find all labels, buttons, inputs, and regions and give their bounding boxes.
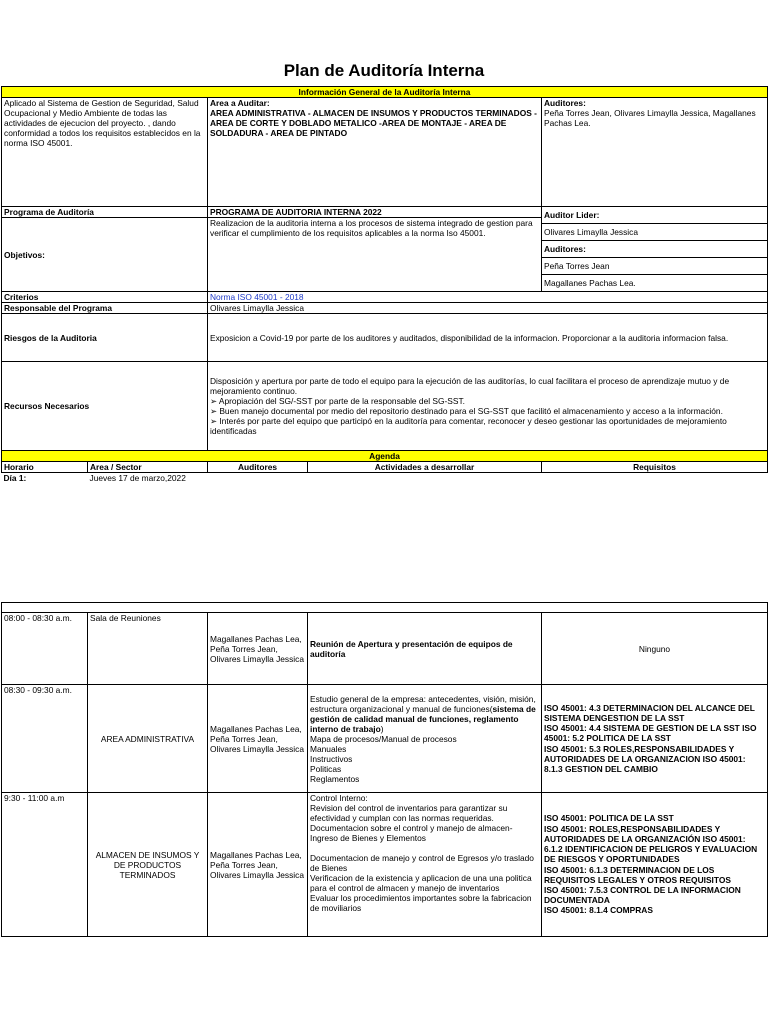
auditors2-label: Auditores: [542, 241, 767, 258]
row3-activities: Control Interno: Revision del control de inventarios para garantizar su efectividad y cumplan con las normas requeridas. Documentacion sobre el control y manejo de almacen-Ingreso de Bienes y Elementos Documentacion de manejo y control de Egresos y/o traslado de Bienes Verificacion de la existencia y aplicacion de una una politica para el control de almacen y manejo de inventarios Evaluar los procedimientos importantes sobre la fabricacion de moviliarios [308, 793, 542, 937]
objectives-value: Realizacion de la auditoria interna a los procesos de sistema integrado de gestion para verificar el cumplimiento de los requisitos aplicables a la norma Iso 45001. [208, 218, 542, 292]
area-label: Area a Auditar: [210, 98, 270, 108]
general-info-table [1, 86, 768, 484]
auditors-label: Auditores: [544, 98, 586, 108]
col-area: Area / Sector [88, 462, 208, 473]
risks-label: Riesgos de la Auditoria [2, 314, 208, 362]
auditor-a: Peña Torres Jean [542, 258, 767, 275]
risks-value: Exposicion a Covid-19 por parte de los auditores y auditados, disponibilidad de la informacion. Proporcionar a la auditoria informacion falsa. [208, 314, 768, 362]
day-value: Jueves 17 de marzo,2022 [89, 473, 186, 483]
lead-auditor-label: Auditor Lider: [542, 207, 767, 224]
row2-area: AREA ADMINISTRATIVA [88, 685, 208, 793]
row3-area: ALMACEN DE INSUMOS Y DE PRODUCTOS TERMINADOS [88, 793, 208, 937]
row1-activities: Reunión de Apertura y presentación de equipos de auditoría [308, 613, 542, 685]
row2-auditors: Magallanes Pachas Lea, Peña Torres Jean, Olivares Limaylla Jessica [208, 685, 308, 793]
col-requisitos: Requisitos [542, 462, 768, 473]
scope-text: Aplicado al Sistema de Gestion de Seguridad, Salud Ocupacional y Medio Ambiente de todas las actividades de ejecucion del proyecto. , dando conformidad a todos los requisitos establecidos en la norma ISO 45001. [2, 98, 208, 207]
row3-time: 9:30 - 11:00 a.m [2, 793, 88, 937]
col-actividades: Actividades a desarrollar [308, 462, 542, 473]
row1-area: Sala de Reuniones [88, 613, 208, 685]
responsible-value: Olivares Limaylla Jessica [208, 303, 768, 314]
row1-auditors: Magallanes Pachas Lea, Peña Torres Jean, Olivares Limaylla Jessica [208, 613, 308, 685]
row2-activities [308, 685, 542, 793]
area-value: AREA ADMINISTRATIVA - ALMACEN DE INSUMOS Y PRODUCTOS TERMINADOS - AREA DE CORTE Y DOBLADO METALICO -AREA DE MONTAJE - AREA DE SOLDADURA - AREA DE PINTADO [210, 108, 537, 138]
row2-activities-b: ) Mapa de procesos/Manual de procesos Manuales Instructivos Politicas Reglamentos [310, 723, 457, 784]
resources-label: Recursos Necesarios [2, 362, 208, 451]
auditor-b: Magallanes Pachas Lea. [544, 278, 636, 288]
general-info-header: Información General de la Auditoría Interna [2, 87, 768, 98]
lead-auditor-value: Olivares Limaylla Jessica [542, 224, 767, 241]
criteria-label: Criterios [2, 292, 208, 303]
table-row [2, 685, 768, 793]
row1-time: 08:00 - 08:30 a.m. [2, 613, 88, 685]
col-auditores: Auditores [208, 462, 308, 473]
row2-time: 08:30 - 09:30 a.m. [2, 685, 88, 793]
row3-auditors: Magallanes Pachas Lea, Peña Torres Jean, Olivares Limaylla Jessica [208, 793, 308, 937]
agenda-table [1, 602, 768, 937]
row2-activities-bold: sistema de gestión de calidad manual de funciones, reglamento interno de trabajo [310, 703, 536, 734]
lead-auditor-block [542, 207, 768, 292]
row2-requirements: ISO 45001: 4.3 DETERMINACION DEL ALCANCE DEL SISTEMA DENGESTION DE LA SST ISO 45001: 4.4 SISTEMA DE GESTION DE LA SST ISO 45001: 5.2 POLITICA DE LA SST ISO 45001: 5.3 ROLES,RESPONSABILIDADES Y AUTORIDADES DE LA ORGANIZACION ISO 45001: 8.1.3 GESTION DEL CAMBIO [542, 685, 768, 793]
agenda-spacer-row [2, 603, 768, 613]
program-value: PROGRAMA DE AUDITORIA INTERNA 2022 [208, 207, 542, 218]
auditors-cell [542, 98, 768, 207]
resources-value: Disposición y apertura por parte de todo el equipo para la ejecución de las auditorías, lo cual facilitara el proceso de aprendizaje mutuo y de mejoramiento continuo. ➢ Apropiación del SG/-SST por parte de la responsable del SG-SST. ➢ Buen manejo documental por medio del repositorio destinado para el SG-SST que facilitó el almacenamiento y acceso a la información. ➢ Interés por parte del equipo que participó en la auditoría para comentar, reconocer y deseo gestionar las oportunidades de mejoramiento identificadas [208, 362, 768, 451]
table-row [2, 793, 768, 937]
row3-requirements: ISO 45001: POLITICA DE LA SST ISO 45001: ROLES,RESPONSABILIDADES Y AUTORIDADES DE LA ORGANIZACIÓN ISO 45001: 6.1.2 IDENTIFICACION DE PELIGROS Y EVALUACION DE RIESGOS Y OPORTUNIDADES ISO 45001: 6.1.3 DETERMINACION DE LOS REQUISITOS LEGALES Y OTROS REQUISITOS ISO 45001: 7.5.3 CONTROL DE LA INFORMACION DOCUMENTADA ISO 45001: 8.1.4 COMPRAS [542, 793, 768, 937]
responsible-label: Responsable del Programa [2, 303, 208, 314]
criteria-value: Norma ISO 45001 - 2018 [208, 292, 768, 303]
agenda-header: Agenda [2, 451, 768, 462]
area-cell [208, 98, 542, 207]
auditors-value: Peña Torres Jean, Olivares Limaylla Jessica, Magallanes Pachas Lea. [544, 108, 756, 128]
row1-requirements: Ninguno [542, 613, 768, 685]
page-title: Plan de Auditoría Interna [283, 61, 485, 80]
day-label: Día 1: [3, 473, 27, 483]
program-label: Programa de Auditoría [2, 207, 208, 218]
table-row [2, 613, 768, 685]
col-horario: Horario [2, 462, 88, 473]
row2-activities-a: Estudio general de la empresa: antecedentes, visión, misión, estructura organizacional y manual de funciones( [310, 693, 536, 714]
objectives-label: Objetivos: [2, 218, 208, 292]
